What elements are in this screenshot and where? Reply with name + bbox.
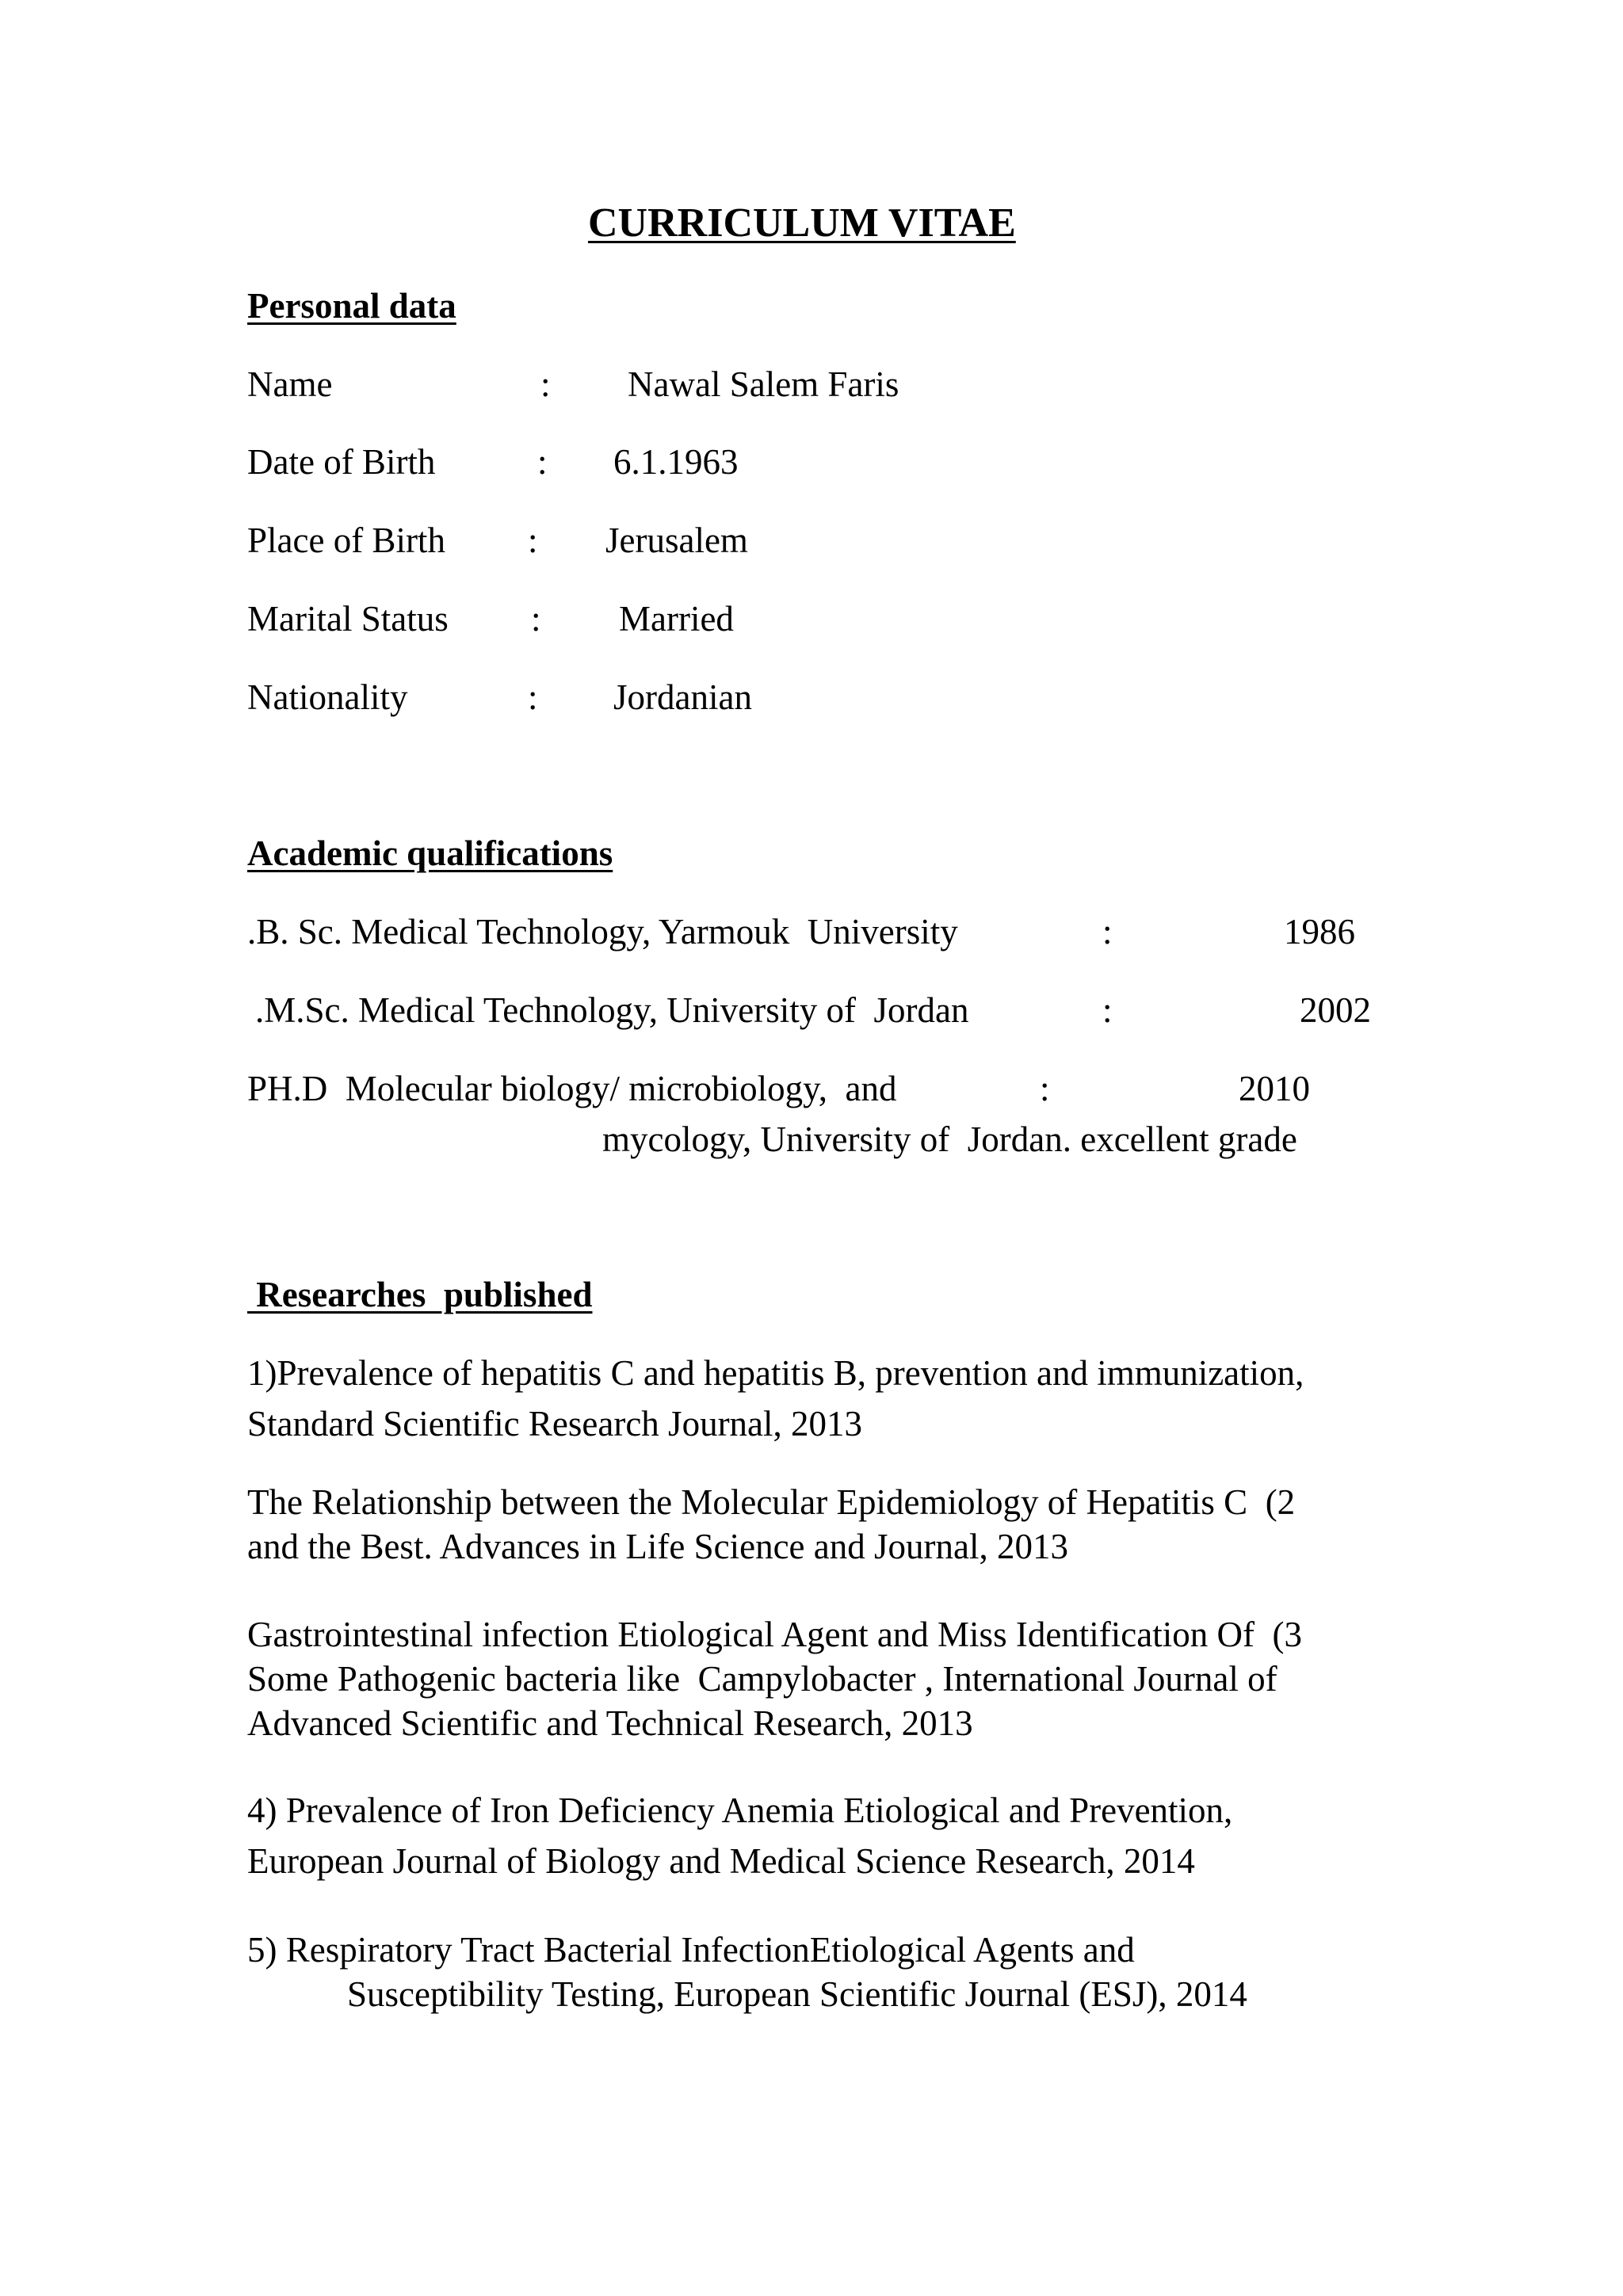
research-2-line-1: The Relationship between the Molecular Epidemiology of Hepatitis C (2	[247, 1482, 1296, 1522]
qualification-bsc-sep: :	[1102, 912, 1113, 952]
personal-sep-date-of-birth: :	[537, 442, 548, 482]
qualification-bsc-degree: .B. Sc. Medical Technology, Yarmouk University	[247, 912, 958, 952]
personal-sep-nationality: :	[528, 677, 538, 717]
personal-value-nationality: Jordanian	[613, 677, 752, 717]
research-2-line-2: and the Best. Advances in Life Science and Journal, 2013	[247, 1527, 1068, 1566]
qualification-phd-year: 2010	[1239, 1069, 1310, 1108]
document-title: CURRICULUM VITAE	[588, 200, 1016, 246]
personal-label-marital-status: Marital Status	[247, 599, 449, 639]
research-5-line-1: 5) Respiratory Tract Bacterial InfectionEtiological Agents and	[247, 1930, 1135, 1970]
personal-label-date-of-birth: Date of Birth	[247, 442, 436, 482]
research-1-line-1: 1)Prevalence of hepatitis C and hepatitis B, prevention and immunization,	[247, 1353, 1304, 1393]
personal-value-place-of-birth: Jerusalem	[605, 521, 748, 560]
qualification-bsc-year: 1986	[1284, 912, 1355, 952]
research-4-line-1: 4) Prevalence of Iron Deficiency Anemia Etiological and Prevention,	[247, 1791, 1233, 1830]
research-3-line-2: Some Pathogenic bacteria like Campylobacter , International Journal of	[247, 1659, 1277, 1699]
personal-label-place-of-birth: Place of Birth	[247, 521, 445, 560]
research-3-line-1: Gastrointestinal infection Etiological Agent and Miss Identification Of (3	[247, 1615, 1302, 1654]
personal-label-name: Name	[247, 364, 333, 404]
personal-sep-place-of-birth: :	[528, 521, 538, 560]
personal-data-heading: Personal data	[247, 286, 456, 326]
qualification-phd-degree: PH.D Molecular biology/ microbiology, and	[247, 1069, 897, 1108]
qualification-msc-degree: .M.Sc. Medical Technology, University of Jordan	[255, 990, 969, 1030]
academic-qualifications-heading: Academic qualifications	[247, 833, 613, 873]
research-5-line-2: Susceptibility Testing, European Scientific Journal (ESJ), 2014	[347, 1974, 1247, 2014]
research-3-line-3: Advanced Scientific and Technical Research, 2013	[247, 1703, 973, 1743]
personal-label-nationality: Nationality	[247, 677, 408, 717]
personal-sep-name: :	[540, 364, 551, 404]
research-4-line-2: European Journal of Biology and Medical Science Research, 2014	[247, 1841, 1195, 1881]
personal-value-marital-status: Married	[619, 599, 734, 639]
qualification-phd-continuation: mycology, University of Jordan. excellent grade	[602, 1119, 1297, 1159]
personal-value-date-of-birth: 6.1.1963	[613, 442, 739, 482]
personal-sep-marital-status: :	[531, 599, 541, 639]
personal-value-name: Nawal Salem Faris	[628, 364, 899, 404]
qualification-phd-sep: :	[1040, 1069, 1050, 1108]
research-1-line-2: Standard Scientific Research Journal, 2013	[247, 1404, 863, 1444]
researches-published-heading: Researches published	[247, 1275, 593, 1314]
qualification-msc-year: 2002	[1300, 990, 1371, 1030]
qualification-msc-sep: :	[1102, 990, 1113, 1030]
